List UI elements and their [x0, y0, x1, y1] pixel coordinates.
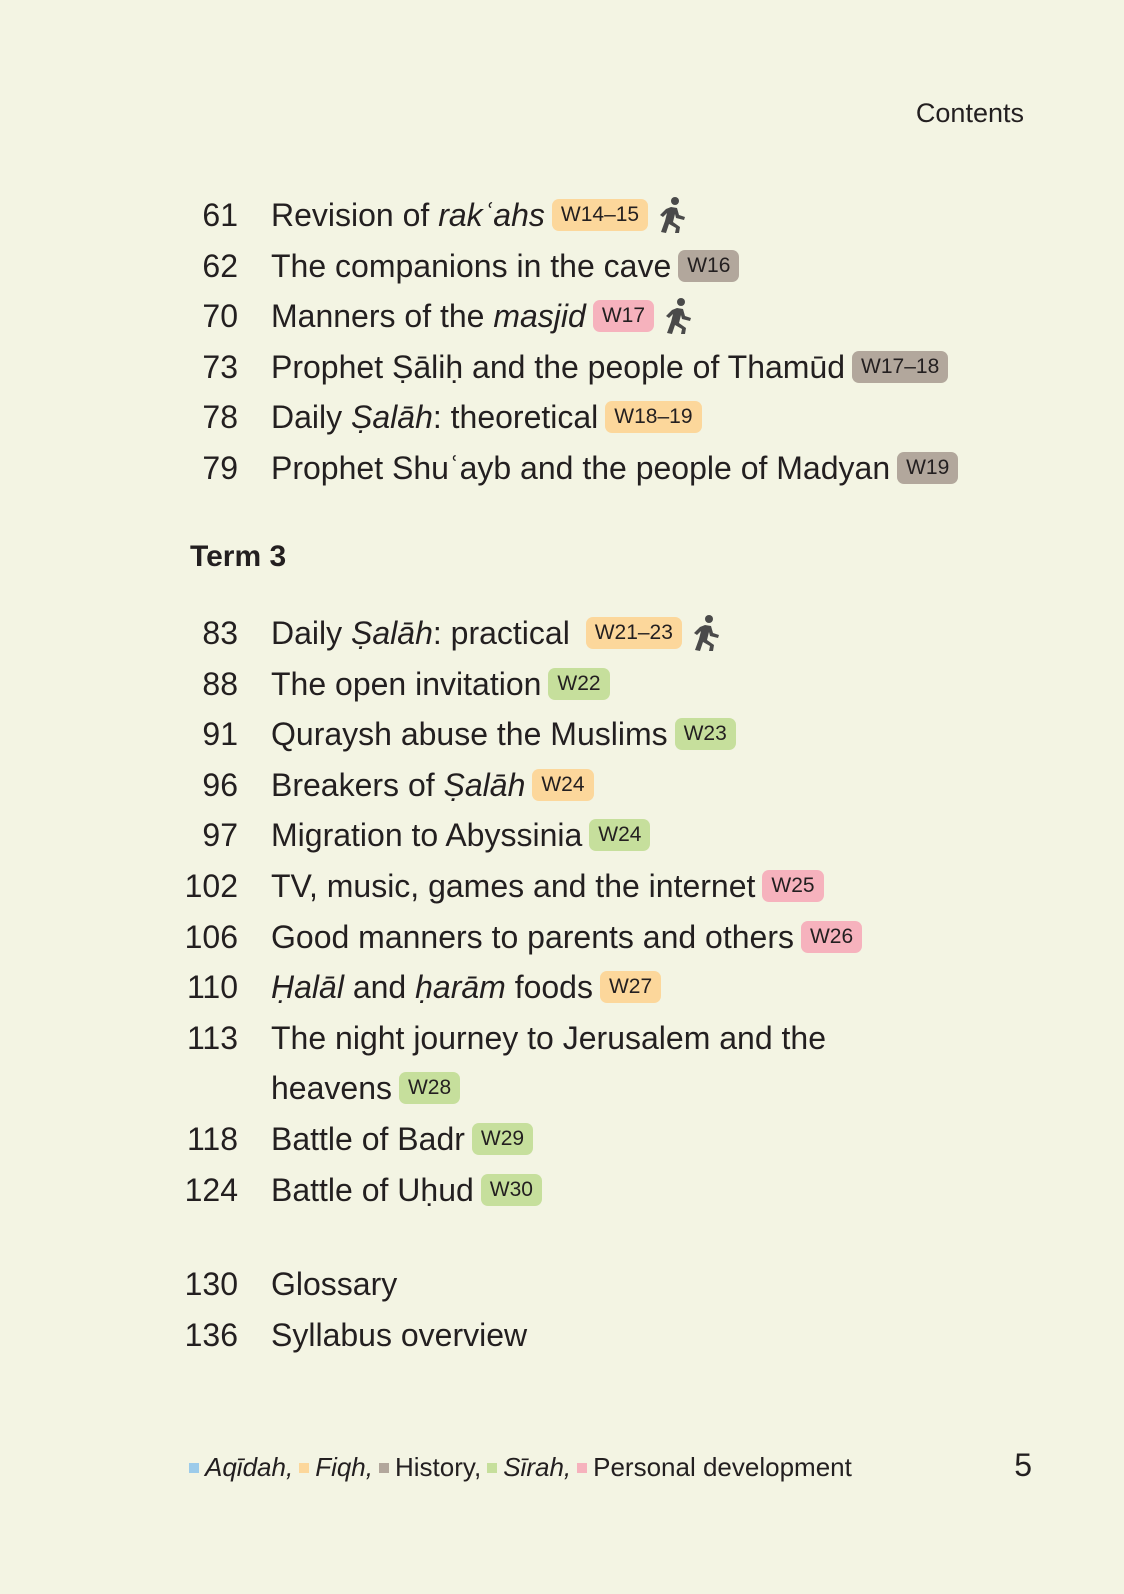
legend-swatch	[487, 1463, 497, 1473]
toc-title-pre: Glossary	[271, 1266, 398, 1302]
toc-title	[271, 291, 692, 341]
toc-title	[271, 1114, 533, 1164]
toc-page-number: 136	[184, 1316, 238, 1353]
toc-page-number: 124	[184, 1171, 238, 1208]
toc-entry[interactable]	[0, 1114, 1124, 1164]
toc-title	[271, 1013, 826, 1063]
week-badge: W23	[675, 718, 736, 750]
toc-title	[271, 861, 824, 911]
toc-page-number: 130	[184, 1266, 238, 1302]
toc-title-it: rakʿahs	[438, 197, 545, 233]
toc-title	[271, 443, 958, 493]
legend-label: Sīrah,	[503, 1452, 572, 1482]
toc-title-pre: Prophet Ṣāliḥ and the people of Thamūd	[271, 348, 846, 385]
toc-title-it: Ṣalāh	[351, 615, 433, 651]
toc-title-pre: Battle of Uḥud	[271, 1171, 474, 1208]
toc-title-pre: Quraysh abuse the Muslims	[271, 716, 668, 753]
running-header: Contents	[915, 98, 1024, 128]
toc-page-number: 73	[202, 348, 238, 385]
toc-page-number: 78	[202, 399, 238, 436]
toc-title-pre: Good manners to parents and others	[271, 918, 794, 955]
week-badge: W17	[593, 300, 654, 332]
toc-title	[271, 1259, 397, 1309]
week-badge: W29	[472, 1123, 533, 1155]
toc-entry[interactable]	[0, 190, 1124, 240]
toc-entry[interactable]	[0, 861, 1124, 911]
toc-title	[271, 810, 650, 860]
page-number: 5	[1014, 1447, 1032, 1483]
toc-title	[271, 1063, 460, 1113]
toc-entry[interactable]	[0, 659, 1124, 709]
toc-title-pre: Daily	[271, 615, 352, 651]
toc-title-it: Ṣalāh	[443, 766, 526, 803]
toc-entry[interactable]	[0, 443, 1124, 493]
toc-title	[271, 342, 948, 392]
toc-page-number: 70	[202, 298, 238, 335]
toc-title-pre: Syllabus overview	[271, 1316, 528, 1353]
toc-title-pre: Revision of	[271, 197, 439, 233]
toc-title-post: : theoretical	[432, 399, 599, 436]
toc-entry[interactable]	[0, 760, 1124, 810]
week-badge: W30	[481, 1174, 542, 1206]
toc-title-pre: TV, music, games and the internet	[271, 868, 756, 904]
week-badge: W22	[548, 668, 609, 700]
week-badge: W26	[801, 921, 862, 953]
toc-title-pre: Prophet Shuʿayb and the people of Madyan	[271, 450, 891, 486]
toc-page-number: 96	[202, 766, 238, 803]
week-badge: W19	[897, 452, 958, 484]
toc-title-pre: The companions in the cave	[271, 247, 672, 284]
toc-page-number: 62	[202, 247, 238, 284]
category-legend	[189, 1452, 858, 1483]
legend-label: Personal development	[593, 1452, 852, 1482]
toc-page-number: 97	[202, 817, 238, 854]
activity-runner-icon	[692, 614, 720, 652]
legend-item	[487, 1452, 571, 1483]
toc-entry[interactable]	[0, 810, 1124, 860]
toc-title	[271, 962, 661, 1012]
toc-title-pre: Breakers of	[271, 766, 444, 803]
legend-label: Aqīdah,	[205, 1452, 294, 1482]
toc-page-number: 110	[186, 969, 238, 1006]
toc-page-number: 79	[202, 450, 238, 486]
activity-runner-icon	[658, 196, 686, 234]
week-badge: W24	[589, 819, 650, 851]
toc-page-number: 102	[184, 868, 238, 904]
toc-entry[interactable]	[0, 1310, 1124, 1360]
week-badge: W25	[762, 870, 823, 902]
toc-title-post: : practical	[432, 615, 579, 651]
legend-item	[299, 1452, 373, 1483]
toc-title-pre: Migration to Abyssinia	[271, 817, 583, 854]
toc-title	[271, 241, 739, 291]
toc-page-number: 118	[186, 1121, 238, 1157]
toc-title-pre: Daily	[271, 399, 352, 436]
toc-entry[interactable]	[0, 1063, 1124, 1113]
toc-entry[interactable]	[0, 608, 1124, 658]
toc-title-pre: heavens	[271, 1070, 392, 1107]
toc-title-pre: The night journey to Jerusalem and the	[271, 1019, 826, 1056]
toc-entry[interactable]	[0, 342, 1124, 392]
term-heading: Term 3	[190, 540, 287, 573]
toc-title	[271, 912, 862, 962]
toc-page-number: 91	[202, 716, 238, 753]
toc-entry[interactable]	[0, 392, 1124, 442]
toc-title-it: masjid	[493, 298, 586, 335]
toc-entry[interactable]	[0, 1165, 1124, 1215]
legend-item	[379, 1452, 481, 1483]
week-badge: W17–18	[852, 351, 948, 383]
week-badge: W27	[600, 971, 661, 1003]
toc-entry[interactable]	[0, 709, 1124, 759]
legend-swatch	[299, 1463, 309, 1473]
toc-title	[271, 709, 736, 759]
legend-swatch	[189, 1463, 199, 1473]
week-badge: W21–23	[586, 617, 682, 649]
toc-entry[interactable]	[0, 962, 1124, 1012]
activity-runner-icon	[664, 297, 692, 335]
toc-title-it2: ḥarām	[415, 969, 506, 1006]
week-badge: W24	[532, 769, 593, 801]
toc-title	[271, 190, 686, 240]
legend-item	[189, 1452, 293, 1483]
toc-title-pre: Manners of the	[271, 298, 494, 335]
toc-entry[interactable]	[0, 1013, 1124, 1063]
toc-page-number: 61	[202, 197, 238, 233]
legend-label: History,	[395, 1452, 482, 1482]
toc-title	[271, 760, 594, 810]
toc-title	[271, 659, 610, 709]
week-badge: W14–15	[552, 199, 648, 231]
toc-title	[271, 1165, 542, 1215]
week-badge: W18–19	[605, 401, 701, 433]
toc-title-post2: foods	[505, 969, 593, 1006]
toc-title-it: Ṣalāh	[351, 399, 433, 436]
week-badge: W28	[399, 1072, 460, 1104]
toc-entry[interactable]	[0, 291, 1124, 341]
toc-title-post: and	[343, 969, 416, 1006]
toc-title	[271, 1310, 527, 1360]
toc-page-number: 88	[202, 665, 238, 702]
toc-entry[interactable]	[0, 1259, 1124, 1309]
toc-page-number: 113	[186, 1019, 238, 1056]
toc-title-pre: The open invitation	[271, 665, 542, 702]
toc-page-number: 83	[202, 615, 238, 651]
legend-item	[577, 1452, 852, 1483]
toc-title-it: Ḥalāl	[271, 969, 344, 1006]
toc-title-pre: Battle of Badr	[271, 1121, 465, 1157]
toc-page-number: 106	[184, 918, 238, 955]
legend-swatch	[379, 1463, 389, 1473]
legend-label: Fiqh,	[315, 1452, 373, 1482]
toc-entry[interactable]	[0, 241, 1124, 291]
legend-swatch	[577, 1463, 587, 1473]
toc-title	[271, 392, 702, 442]
toc-title	[271, 608, 720, 658]
week-badge: W16	[678, 250, 739, 282]
toc-entry[interactable]	[0, 912, 1124, 962]
